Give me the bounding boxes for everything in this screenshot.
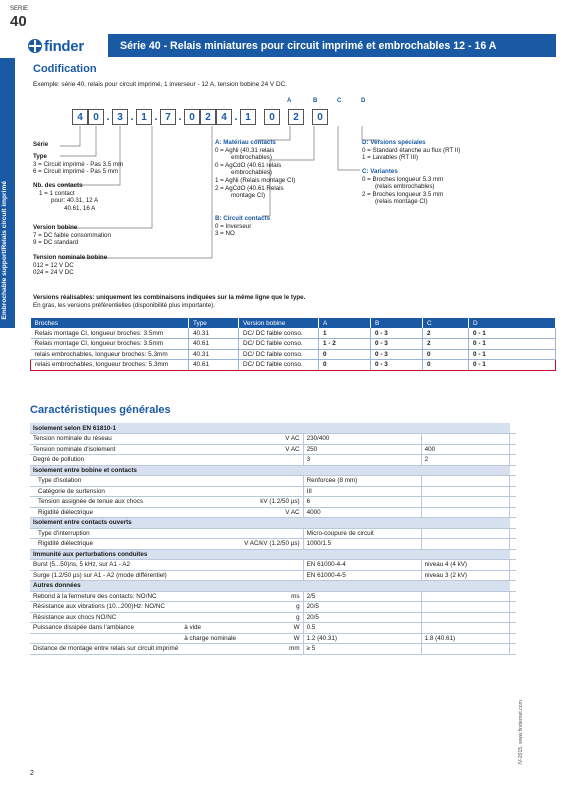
- cell-value: 20/5: [303, 602, 421, 613]
- cell-value-2: [421, 486, 509, 497]
- cell-value-2: [421, 591, 509, 602]
- label-tension-bobine: Tension nominale bobine 012 = 12 V DC 024 = 24 V DC: [33, 254, 108, 277]
- cell: [510, 623, 517, 634]
- cell-label: Catégorie de surtension: [30, 486, 181, 497]
- cell-value-2: niveau 4 (4 kV): [421, 560, 509, 571]
- table-row: [30, 623, 516, 634]
- cell: [510, 581, 517, 592]
- cell-value: 250: [303, 444, 421, 455]
- letter-b: B: [313, 98, 318, 104]
- cell-value: 4000: [303, 507, 421, 518]
- cell-unit: g: [241, 602, 303, 613]
- cell: DC/ DC faible conso.: [239, 339, 319, 350]
- cell: [510, 465, 517, 476]
- cell-unit: W: [241, 633, 303, 644]
- cell-label: Résistance aux chocs NO/NC: [30, 612, 181, 623]
- cell-value-2: [421, 476, 509, 487]
- cell-value-2: [421, 612, 509, 623]
- codification-heading: Codification: [33, 63, 97, 75]
- section-row: [30, 423, 516, 434]
- cell-unit: W: [241, 623, 303, 634]
- cell-value-2: [421, 623, 509, 634]
- col-a: A: [319, 318, 371, 328]
- section-title: Isolement selon EN 61810-1: [30, 423, 510, 434]
- cell: [510, 486, 517, 497]
- table-row: [30, 507, 516, 518]
- cell-label: Degré de pollution: [30, 455, 181, 466]
- cell: Relais montage CI, longueur broches: 3.5mm: [31, 339, 189, 350]
- cell-value: 3: [303, 455, 421, 466]
- code-digit: 3: [112, 109, 128, 125]
- cell: relais embrochables, longueur broches: 5.3mm: [31, 349, 189, 360]
- cell-sublabel: [181, 507, 241, 518]
- cell: [510, 423, 517, 434]
- cell: 0 - 3: [371, 360, 423, 371]
- cell: 40.61: [189, 339, 239, 350]
- cell: DC/ DC faible conso.: [239, 349, 319, 360]
- cell-label: Type d'interruption: [30, 528, 181, 539]
- cell: [510, 539, 517, 550]
- cell: [510, 644, 517, 655]
- cell-sublabel: [181, 591, 241, 602]
- code-digit: 2: [288, 109, 304, 125]
- cell: 40.61: [189, 360, 239, 371]
- table-row: [30, 528, 516, 539]
- cell: [510, 434, 517, 445]
- cell: [510, 497, 517, 508]
- section-title: Immunité aux perturbations conduites: [30, 549, 510, 560]
- cell: 40.31: [189, 349, 239, 360]
- cell: 0: [319, 360, 371, 371]
- cell-sublabel: à charge nominale: [181, 633, 241, 644]
- cell-sublabel: [181, 539, 241, 550]
- cell-value-2: [421, 602, 509, 613]
- cell-label: Tension assignée de tenue aux chocs: [30, 497, 181, 508]
- cell: [510, 455, 517, 466]
- col-type: Type: [189, 318, 239, 328]
- cell: 0 - 1: [469, 339, 556, 350]
- label-type: Type 3 = Circuit imprimé - Pas 3.5 mm 6 = Circuit imprimé - Pas 5 mm: [33, 153, 124, 176]
- cell-value: 6: [303, 497, 421, 508]
- logo-text: finder: [44, 37, 84, 55]
- label-circuit-contacts: B: Circuit contacts 0 = Inverseur 3 = NO: [215, 215, 271, 238]
- cell-sublabel: [181, 497, 241, 508]
- serie-label: SERIE: [10, 6, 29, 12]
- cell-value: 0.5: [303, 623, 421, 634]
- cell-value: 1000/1.5: [303, 539, 421, 550]
- table-row: [30, 476, 516, 487]
- section-row: [30, 549, 516, 560]
- cell: DC/ DC faible conso.: [239, 328, 319, 339]
- code-digit: 4: [72, 109, 88, 125]
- cell-sublabel: [181, 434, 241, 445]
- code-separator: .: [154, 111, 158, 123]
- code-separator: .: [178, 111, 182, 123]
- col-broches: Broches: [31, 318, 189, 328]
- cell-sublabel: [181, 476, 241, 487]
- label-versions-speciales: D: Versions spéciales 0 = Standard étanche au flux (RT II) 1 = Lavables (RT III): [362, 139, 461, 162]
- cell-value: 230/400: [303, 434, 421, 445]
- letter-d: D: [361, 98, 366, 104]
- code-digit: 0: [184, 109, 200, 125]
- section-title: Isolement entre contacts ouverts: [30, 518, 510, 529]
- cell: [510, 444, 517, 455]
- cell: 0 - 1: [469, 328, 556, 339]
- section-row: [30, 581, 516, 592]
- cell-value: 1.2 (40.31): [303, 633, 421, 644]
- col-d: D: [469, 318, 556, 328]
- code-digit: 0: [312, 109, 328, 125]
- cell-unit: [241, 560, 303, 571]
- table-row: [30, 444, 516, 455]
- cell-label: Distance de montage entre relais sur circuit imprimé: [30, 644, 181, 655]
- section-title: Autres données: [30, 581, 510, 592]
- code-separator: .: [130, 111, 134, 123]
- cell: 0: [319, 349, 371, 360]
- page-title: Série 40 - Relais miniatures pour circuit imprimé et embrochables 12 - 16 A: [108, 34, 556, 57]
- table-row: [30, 644, 516, 655]
- cell-sublabel: [181, 560, 241, 571]
- cell-value: EN 61000-4-5: [303, 570, 421, 581]
- table-row: [30, 602, 516, 613]
- cell-label: Surge (1.2/50 µs) sur A1 - A2 (mode différentiel): [30, 570, 181, 581]
- cell: 1 - 2: [319, 339, 371, 350]
- col-version-bobine: Version bobine: [239, 318, 319, 328]
- cell-sublabel: [181, 444, 241, 455]
- cell-value-2: 400: [421, 444, 509, 455]
- cell-unit: V AC: [241, 434, 303, 445]
- versions-note: Versions réalisables: uniquement les combinaisons indiquées sur la même ligne que le type. En gras, les versions préférentielles (disponibilité plus importante).: [33, 294, 306, 309]
- cell-unit: g: [241, 612, 303, 623]
- cell-sublabel: [181, 570, 241, 581]
- section-row: [30, 518, 516, 529]
- table-row: [30, 633, 516, 644]
- caracteristiques-table: [30, 423, 516, 655]
- code-digit: 0: [264, 109, 280, 125]
- cell-value: 20/5: [303, 612, 421, 623]
- cell-value-2: [421, 644, 509, 655]
- caracteristiques-heading: Caractéristiques générales: [30, 404, 171, 416]
- cell-unit: ms: [241, 591, 303, 602]
- side-tab-label: Embrochable support/Relais circuit imprimé: [1, 181, 8, 320]
- cell-unit: mm: [241, 644, 303, 655]
- table-row-highlighted: [31, 360, 556, 371]
- code-separator: .: [234, 111, 238, 123]
- cell: DC/ DC faible conso.: [239, 360, 319, 371]
- cell-unit: [241, 455, 303, 466]
- cell: [510, 602, 517, 613]
- cell: 0 - 3: [371, 349, 423, 360]
- cell-value-2: 2: [421, 455, 509, 466]
- cell-label: Tension nominale du réseau: [30, 434, 181, 445]
- cell: [510, 528, 517, 539]
- cell: 40.31: [189, 328, 239, 339]
- col-c: C: [423, 318, 469, 328]
- label-materiau-contacts: A: Matériau contacts 0 = AgNi (40.31 relais embrochables) 0 = AgCdO (40.61 relais embrochables) 1 = AgNi (Relais montage CI) 2 = AgCdO (40.61 Relais montage CI): [215, 139, 296, 200]
- table-row: [31, 328, 556, 339]
- cell-value-2: [421, 507, 509, 518]
- label-variantes: C: Variantes 0 = Broches longueur 5.3 mm (relais embrochables) 2 = Broches longueur 3.5 mm (relais montage CI): [362, 168, 444, 206]
- cell-label: Burst (5...50)ns, 5 kHz, sur A1 - A2: [30, 560, 181, 571]
- versions-table: [30, 318, 556, 371]
- code-digit: 1: [240, 109, 256, 125]
- cell-value: 2/5: [303, 591, 421, 602]
- cell-value: Renforcée (8 mm): [303, 476, 421, 487]
- cell-value-2: [421, 528, 509, 539]
- cell-value-2: niveau 3 (2 kV): [421, 570, 509, 581]
- cell-value: ≥ 5: [303, 644, 421, 655]
- table-row: [30, 539, 516, 550]
- cell: [510, 507, 517, 518]
- cell-unit: V AC/kV (1.2/50 µs): [241, 539, 303, 550]
- cell-label: Rigidité diélectrique: [30, 507, 181, 518]
- cell-sublabel: à vide: [181, 623, 241, 634]
- cell-sublabel: [181, 602, 241, 613]
- cell-value-2: [421, 434, 509, 445]
- cell-value: Micro-coupure de circuit: [303, 528, 421, 539]
- table-row: [30, 612, 516, 623]
- code-separator: .: [106, 111, 110, 123]
- cell: [510, 549, 517, 560]
- cell-unit: V AC: [241, 444, 303, 455]
- letter-c: C: [337, 98, 342, 104]
- cell-label: [30, 633, 181, 644]
- code-digit: 4: [216, 109, 232, 125]
- cell-unit: kV (1.2/50 µs): [241, 497, 303, 508]
- cell: Relais montage CI, longueur broches: 3.5mm: [31, 328, 189, 339]
- table-row: [30, 570, 516, 581]
- cell-label: Type d'isolation: [30, 476, 181, 487]
- cell-sublabel: [181, 455, 241, 466]
- letter-a: A: [287, 98, 292, 104]
- cell-unit: [241, 528, 303, 539]
- cell-sublabel: [181, 486, 241, 497]
- cell: 2: [423, 328, 469, 339]
- col-b: B: [371, 318, 423, 328]
- cell-label: Tension nominale d'isolement: [30, 444, 181, 455]
- table-row: [30, 560, 516, 571]
- cell-sublabel: [181, 644, 241, 655]
- section-title: Isolement entre bobine et contacts: [30, 465, 510, 476]
- cell: 0 - 1: [469, 360, 556, 371]
- cell-value-2: 1.8 (40.61): [421, 633, 509, 644]
- section-row: [30, 465, 516, 476]
- serie-number: 40: [10, 13, 27, 30]
- table-row: [30, 455, 516, 466]
- cell: [510, 518, 517, 529]
- label-version-bobine: Version bobine 7 = DC faible consommation 9 = DC standard: [33, 224, 111, 247]
- cell: 0 - 3: [371, 328, 423, 339]
- cell-sublabel: [181, 612, 241, 623]
- table-row: [30, 434, 516, 445]
- cell: [510, 633, 517, 644]
- cell: 0 - 3: [371, 339, 423, 350]
- cell-sublabel: [181, 528, 241, 539]
- page-number: 2: [30, 770, 34, 777]
- cell: 0: [423, 349, 469, 360]
- cell: [510, 612, 517, 623]
- cell-value-2: [421, 497, 509, 508]
- code-digit: 2: [200, 109, 216, 125]
- label-contacts: Nb. des contacts 1 = 1 contact pour: 40.31, 12 A 40.61, 16 A: [33, 182, 99, 212]
- code-digit: 1: [136, 109, 152, 125]
- cell: [510, 476, 517, 487]
- code-digit: 7: [160, 109, 176, 125]
- cell-label: Résistance aux vibrations (10...200)Hz: NO/NC: [30, 602, 181, 613]
- cell: [510, 570, 517, 581]
- code-digit: 0: [88, 109, 104, 125]
- cell-unit: [241, 486, 303, 497]
- cell-label: Rigidité diélectrique: [30, 539, 181, 550]
- cell-unit: V AC: [241, 507, 303, 518]
- codification-example: Exemple: série 40, relais pour circuit imprimé, 1 inverseur - 12 A, tension bobine 24 V DC.: [33, 81, 287, 88]
- cell: 0: [423, 360, 469, 371]
- cell: 1: [319, 328, 371, 339]
- cell-label: Rebond à la fermeture des contacts: NO/NC: [30, 591, 181, 602]
- table-row: [30, 486, 516, 497]
- cell: 0 - 1: [469, 349, 556, 360]
- cell-unit: [241, 476, 303, 487]
- label-serie: Série: [33, 141, 49, 148]
- cell: [510, 560, 517, 571]
- table-row: [31, 339, 556, 350]
- table-row: [31, 349, 556, 360]
- versions-header-row: [31, 318, 556, 328]
- cell: relais embrochables, longueur broches: 5.3mm: [31, 360, 189, 371]
- table-row: [30, 497, 516, 508]
- cell-value: EN 61000-4-4: [303, 560, 421, 571]
- cell: 2: [423, 339, 469, 350]
- cell-label: Puissance dissipée dans l'ambiance: [30, 623, 181, 634]
- table-row: [30, 591, 516, 602]
- cell-value: III: [303, 486, 421, 497]
- copyright: IV-2015, www.findernet.com: [518, 700, 524, 765]
- cell: [510, 591, 517, 602]
- cell-value-2: [421, 539, 509, 550]
- cell-unit: [241, 570, 303, 581]
